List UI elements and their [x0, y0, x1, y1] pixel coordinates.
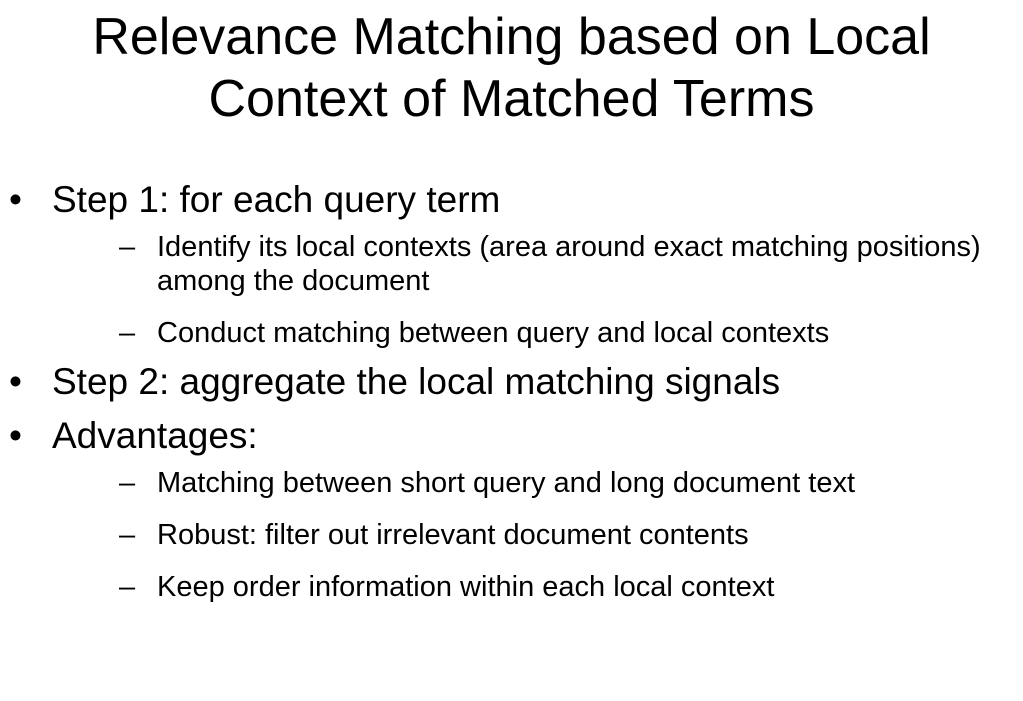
bullet-advantages: [0, 414, 1023, 604]
bullet-step-2: [0, 360, 1023, 404]
sub-bullet-text: Keep order information within each local context: [157, 571, 775, 603]
sub-bullet-list: [52, 466, 1023, 604]
sub-bullet-keep-order: [105, 570, 1023, 604]
slide-title-line-2: Context of Matched Terms: [208, 70, 815, 128]
sub-bullet-conduct-matching: [105, 316, 1023, 350]
sub-bullet-text: Conduct matching between query and local contexts: [157, 317, 830, 349]
sub-bullet-text: Matching between short query and long document text: [157, 467, 856, 499]
bullet-step-1-text: Step 1: for each query term: [52, 179, 501, 220]
sub-bullet-text: Identify its local contexts (area around exact matching positions) among the document: [157, 231, 981, 297]
bullet-step-1: [0, 178, 1023, 350]
bullet-dot-icon: •: [9, 179, 22, 220]
bullet-step-2-text: Step 2: aggregate the local matching signals: [52, 361, 781, 402]
sub-bullet-robust: [105, 518, 1023, 552]
sub-bullet-list: [52, 230, 1023, 350]
bullet-dot-icon: •: [9, 361, 22, 402]
dash-icon: –: [119, 519, 136, 551]
bullet-dot-icon: •: [9, 415, 22, 456]
dash-icon: –: [119, 231, 136, 263]
bullet-list: [0, 178, 1023, 614]
dash-icon: –: [119, 467, 136, 499]
slide-title: [20, 6, 1003, 130]
slide-title-line-1: Relevance Matching based on Local: [92, 8, 931, 66]
dash-icon: –: [119, 571, 136, 603]
sub-bullet-text: Robust: filter out irrelevant document contents: [157, 519, 749, 551]
bullet-advantages-text: Advantages:: [52, 415, 258, 456]
sub-bullet-identify-contexts: [105, 230, 1023, 298]
sub-bullet-short-vs-long: [105, 466, 1023, 500]
dash-icon: –: [119, 317, 136, 349]
